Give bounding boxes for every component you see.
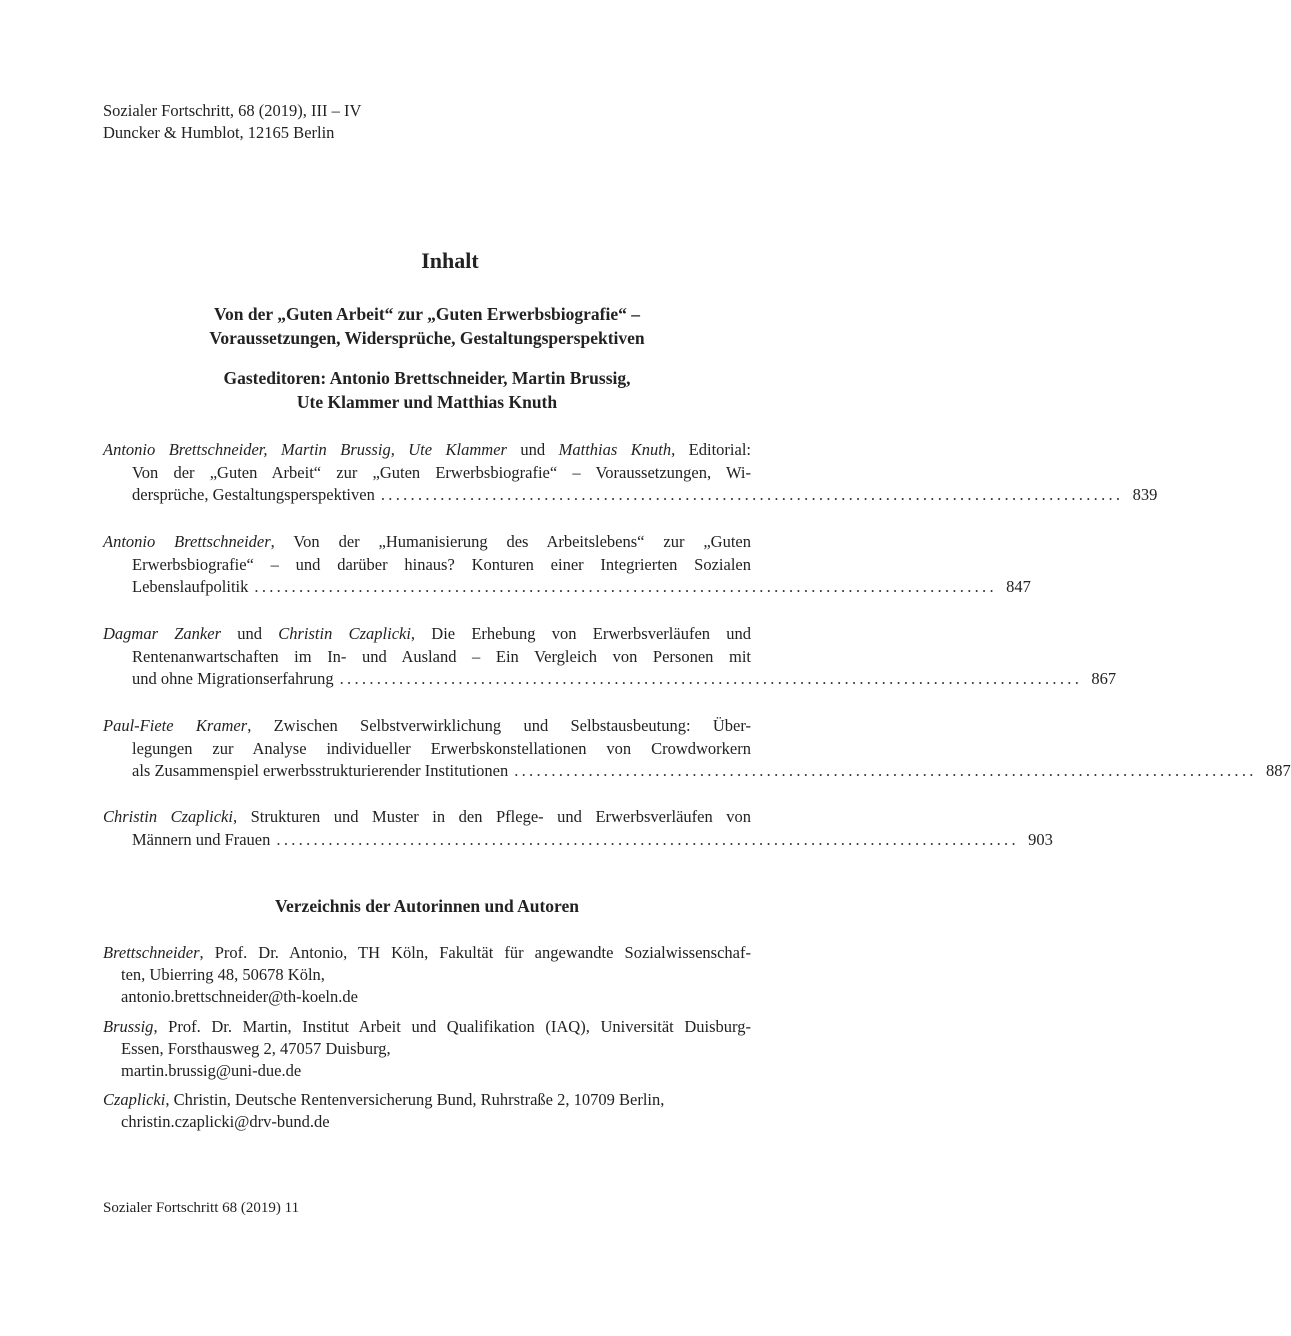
author-email[interactable]: martin.brussig@uni-due.de	[121, 1061, 302, 1080]
author-name: Brussig	[103, 1017, 154, 1036]
author-entry	[103, 1016, 751, 1082]
toc-page-number: 867	[1091, 669, 1117, 688]
toc-title-line: als Zusammenspiel erwerbsstrukturierender Institutionen	[132, 761, 509, 780]
toc-entry[interactable]	[103, 531, 1031, 599]
guest-editors	[103, 366, 751, 414]
guest-editors-line1: Gasteditoren: Antonio Brettschneider, Martin Brussig,	[223, 368, 631, 388]
issue-theme-line1: Von der „Guten Arbeit“ zur „Guten Erwerbsbiografie“ –	[214, 304, 640, 324]
authors-section-title: Verzeichnis der Autorinnen und Autoren	[274, 896, 580, 916]
toc-and: und	[221, 624, 279, 643]
toc-authors: Antonio Brettschneider, Martin Brussig, Ute Klammer	[103, 440, 507, 459]
guest-editors-line2: Ute Klammer und Matthias Knuth	[296, 392, 558, 412]
toc-title-line: dersprüche, Gestaltungsperspektiven	[132, 485, 375, 504]
toc-entry[interactable]	[103, 623, 1117, 691]
toc-page-number: 847	[1006, 577, 1031, 596]
toc-entry[interactable]	[103, 806, 1053, 851]
toc-title: , Von der „Humanisierung des Arbeitslebens“ zur „Guten	[270, 532, 751, 551]
toc-title-line: legungen zur Analyse individueller Erwerbskonstellationen von Crowdworkern	[132, 738, 751, 758]
author-details: , Christin, Deutsche Rentenversicherung Bund, Ruhrstraße 2, 10709 Berlin,	[165, 1090, 665, 1109]
dot-leader: ....................................................................................................	[380, 485, 1124, 504]
dot-leader: ....................................................................................................	[254, 577, 997, 596]
toc-authors: Matthias Knuth,	[558, 440, 676, 459]
author-address: Essen, Forsthausweg 2, 47057 Duisburg,	[121, 1039, 391, 1058]
toc-and: und	[506, 440, 559, 459]
toc-entry[interactable]	[103, 715, 1291, 783]
toc-title-line: Erwerbsbiografie“ – und darüber hinaus? Konturen einer Integrierten Sozialen	[132, 554, 751, 574]
toc-title-line: Männern und Frauen	[132, 829, 271, 849]
toc-page-number: 839	[1132, 485, 1158, 504]
author-email[interactable]: antonio.brettschneider@th-koeln.de	[121, 987, 358, 1006]
author-entry	[103, 1089, 751, 1133]
journal-header	[103, 100, 361, 144]
toc-authors: Christin Czaplicki	[278, 624, 411, 643]
toc-page-number: 903	[1028, 829, 1053, 849]
author-details: , Prof. Dr. Antonio, TH Köln, Fakultät für angewandte Sozialwissenschaf-	[199, 943, 751, 962]
issue-theme-line2: Voraussetzungen, Widersprüche, Gestaltungsperspektiven	[209, 328, 645, 348]
toc-authors: Dagmar Zanker	[103, 624, 221, 643]
toc-entry[interactable]	[103, 439, 1158, 507]
page-title: Inhalt	[421, 248, 479, 273]
toc-title-line: Rentenanwartschaften im In- und Ausland – Ein Vergleich von Personen mit	[132, 646, 751, 666]
toc-title: Editorial:	[675, 440, 751, 459]
journal-citation: Sozialer Fortschritt, 68 (2019), III – IV	[103, 101, 362, 120]
dot-leader: ....................................................................................................	[276, 829, 1019, 849]
toc-authors: Antonio Brettschneider	[103, 532, 271, 551]
author-address: ten, Ubierring 48, 50678 Köln,	[121, 965, 325, 984]
author-entry	[103, 942, 751, 1008]
toc-authors: Paul-Fiete Kramer	[103, 716, 248, 735]
dot-leader: ....................................................................................................	[514, 761, 1257, 780]
toc-page-number: 887	[1265, 761, 1291, 780]
toc-title-line: Von der „Guten Arbeit“ zur „Guten Erwerbsbiografie“ – Voraussetzungen, Wi-	[132, 462, 751, 482]
author-details: , Prof. Dr. Martin, Institut Arbeit und Qualifikation (IAQ), Universität Duisburg-	[153, 1017, 751, 1036]
dot-leader: ....................................................................................................	[339, 669, 1083, 688]
toc-title: , Zwischen Selbstverwirklichung und Selbstausbeutung: Über-	[247, 716, 752, 735]
publisher-line: Duncker & Humblot, 12165 Berlin	[103, 123, 335, 142]
toc-title: , Die Erhebung von Erwerbsverläufen und	[410, 624, 752, 643]
toc-title-line: und ohne Migrationserfahrung	[132, 669, 334, 688]
author-email[interactable]: christin.czaplicki@drv-bund.de	[121, 1112, 330, 1131]
author-name: Czaplicki	[103, 1090, 166, 1109]
author-name: Brettschneider	[103, 943, 200, 962]
toc-authors: Christin Czaplicki	[103, 807, 233, 826]
page-footer: Sozialer Fortschritt 68 (2019) 11	[103, 1200, 300, 1216]
toc-title-line: Lebenslaufpolitik	[132, 577, 249, 596]
toc-title: , Strukturen und Muster in den Pflege- und Erwerbsverläufen von	[232, 807, 751, 826]
issue-theme	[103, 302, 751, 350]
